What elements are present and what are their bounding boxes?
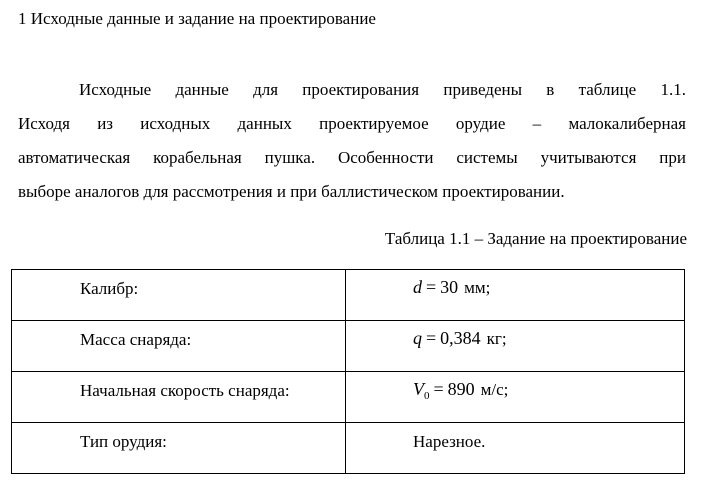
equals-sign: = [426, 277, 437, 297]
intro-paragraph [18, 73, 686, 209]
muzzle-velocity-value-cell [346, 372, 685, 423]
design-spec-table [11, 269, 685, 474]
muzzle-velocity-value: 890 [447, 379, 475, 399]
caliber-value-cell [346, 270, 685, 321]
muzzle-velocity-formula [413, 379, 509, 402]
caliber-label: Калибр: [12, 270, 346, 321]
caliber-value: 30 [440, 277, 459, 297]
table-row-gun-type [12, 423, 685, 474]
paragraph-line: выборе аналогов для рассмотрения и при баллистическом проектировании. [18, 182, 565, 201]
projectile-mass-symbol: q [413, 328, 422, 348]
projectile-mass-value: 0,384 [440, 328, 481, 348]
projectile-mass-value-cell [346, 321, 685, 372]
caliber-formula [413, 277, 490, 297]
projectile-mass-unit: кг; [486, 329, 507, 348]
gun-type-value: Нарезное. [413, 432, 486, 451]
projectile-mass-label: Масса снаряда: [12, 321, 346, 372]
gun-type-value-cell [346, 423, 685, 474]
caliber-unit: мм; [464, 278, 491, 297]
equals-sign: = [433, 379, 444, 399]
paragraph-line: Исходные данные для проектирования приведены в таблице 1.1. [79, 80, 686, 99]
table-row-muzzle-velocity [12, 372, 685, 423]
section-heading: 1 Исходные данные и задание на проектирование [18, 9, 376, 28]
muzzle-velocity-subscript: 0 [424, 390, 430, 402]
gun-type-label: Тип орудия: [12, 423, 346, 474]
equals-sign: = [426, 328, 437, 348]
paragraph-line: автоматическая корабельная пушка. Особенности системы учитываются при [18, 148, 686, 167]
muzzle-velocity-unit: м/с; [480, 380, 509, 399]
table-row-caliber [12, 270, 685, 321]
paragraph-line: Исходя из исходных данных проектируемое орудие – малокалиберная [18, 114, 686, 133]
muzzle-velocity-label: Начальная скорость снаряда: [12, 372, 346, 423]
muzzle-velocity-symbol: V [413, 379, 424, 399]
projectile-mass-formula [413, 328, 507, 348]
table-caption: Таблица 1.1 – Задание на проектирование [384, 229, 687, 248]
caliber-symbol: d [413, 277, 422, 297]
table-row-projectile-mass [12, 321, 685, 372]
